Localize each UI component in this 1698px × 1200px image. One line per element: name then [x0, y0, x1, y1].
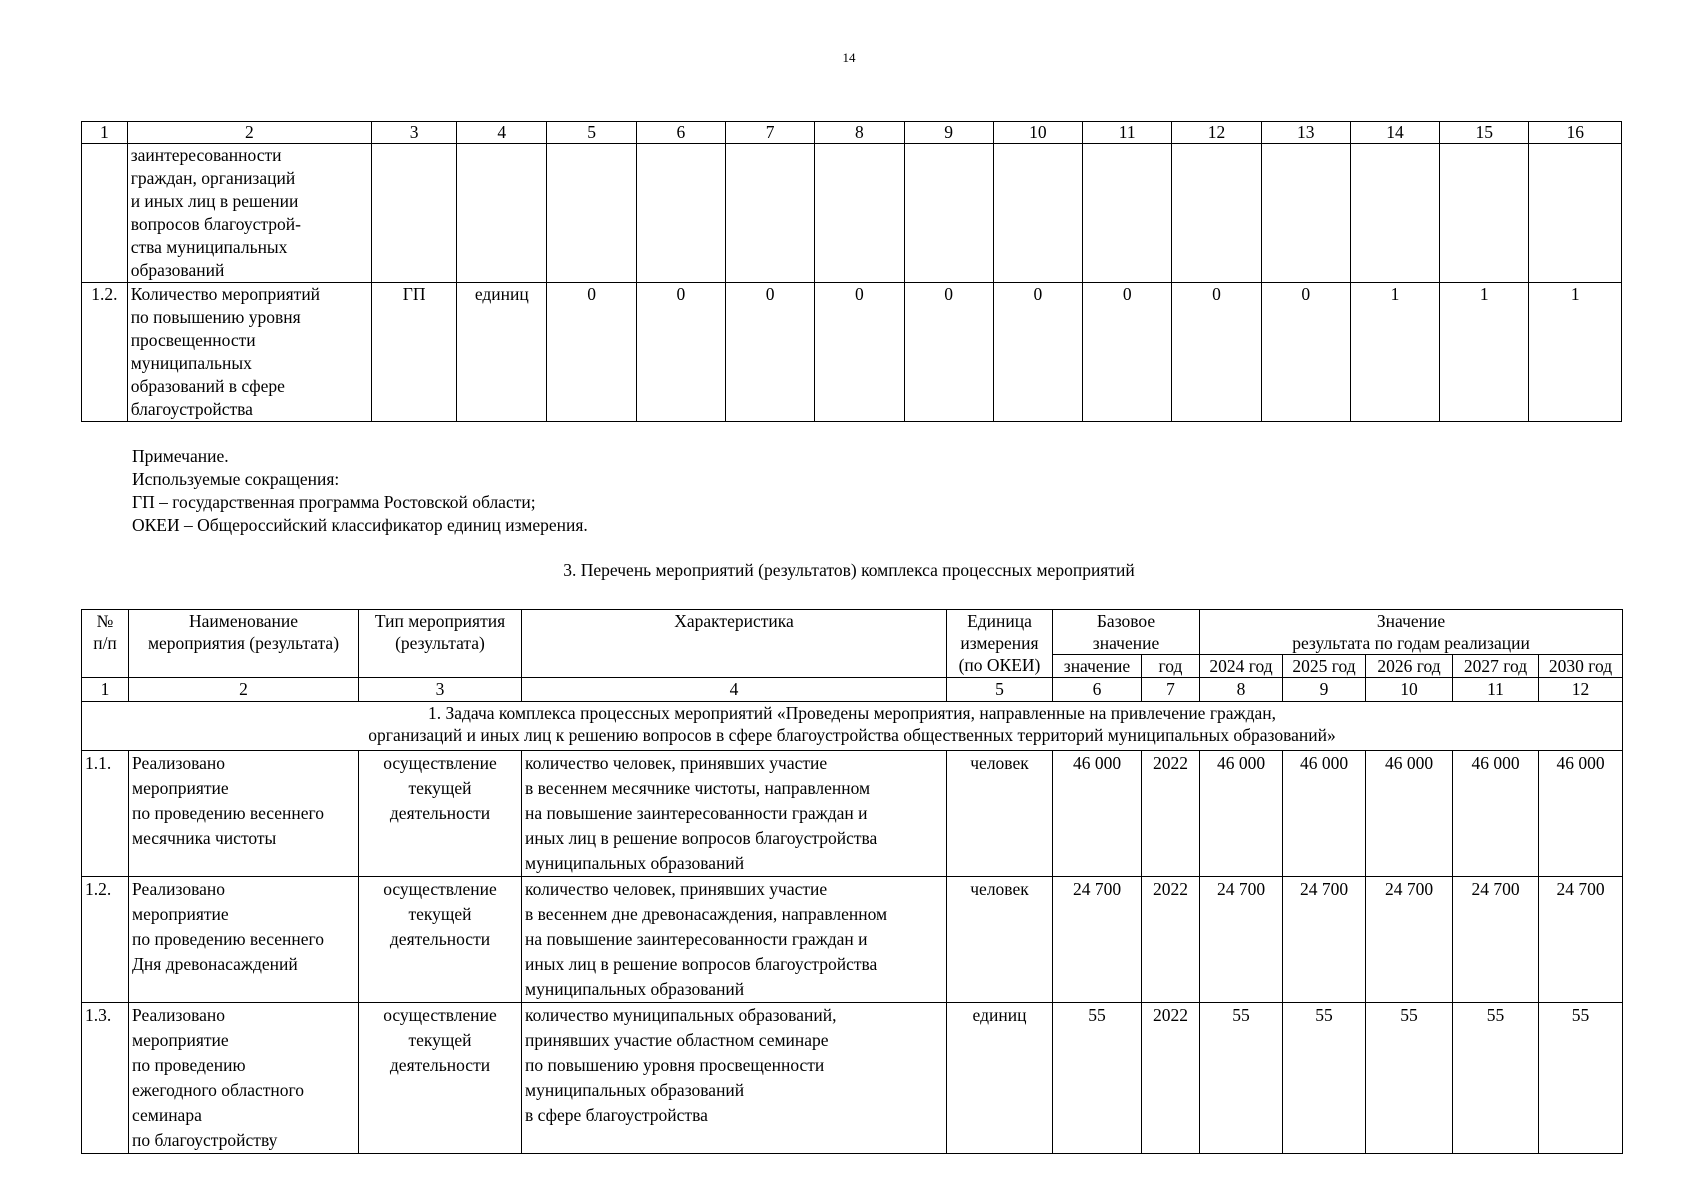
base-year: 2022	[1142, 751, 1200, 877]
unit-cell: человек	[947, 751, 1053, 877]
col-num: 1	[82, 122, 128, 144]
value-cell: 0	[993, 283, 1082, 422]
value-cell: 1	[1440, 283, 1529, 422]
indicators-table-continuation	[81, 121, 1622, 422]
value-cell: 24 700	[1200, 877, 1283, 1003]
value-cell: 55	[1283, 1003, 1366, 1154]
value-cell: 46 000	[1453, 751, 1539, 877]
value-cell: 24 700	[1453, 877, 1539, 1003]
value-cell: 0	[1261, 283, 1350, 422]
col-num: 9	[1283, 678, 1366, 702]
table-row	[82, 877, 1623, 1003]
header-year: 2030 год	[1539, 655, 1623, 678]
col-num: 10	[1366, 678, 1453, 702]
table-cell	[1083, 144, 1172, 283]
activity-type: осуществление текущей деятельности	[359, 751, 522, 877]
value-cell: 46 000	[1283, 751, 1366, 877]
value-cell: 0	[904, 283, 993, 422]
column-number-row	[82, 122, 1622, 144]
value-cell: 55	[1453, 1003, 1539, 1154]
header-base-year: год	[1142, 655, 1200, 678]
col-num: 16	[1529, 122, 1622, 144]
row-number: 1.3.	[82, 1003, 129, 1154]
table-cell	[726, 144, 815, 283]
note-line: Примечание.	[132, 446, 229, 466]
note-line: ГП – государственная программа Ростовской области;	[132, 492, 536, 512]
col-num: 9	[904, 122, 993, 144]
col-num: 6	[636, 122, 725, 144]
value-cell: 0	[1172, 283, 1261, 422]
indicator-name: Количество мероприятий по повышению уровня просвещенности муниципальных образований в сфере благоустройства	[127, 283, 371, 422]
table-cell	[1261, 144, 1350, 283]
row-number: 1.2.	[82, 283, 128, 422]
task-row	[82, 702, 1623, 751]
value-cell: 1	[1529, 283, 1622, 422]
col-num: 3	[359, 678, 522, 702]
activity-type: осуществление текущей деятельности	[359, 1003, 522, 1154]
characteristic: количество человек, принявших участие в весеннем месячнике чистоты, направленном на повышение заинтересованности граждан и иных лиц в решение вопросов благоустройства муниципальных образований	[522, 751, 947, 877]
table-row	[82, 751, 1623, 877]
col-num: 12	[1172, 122, 1261, 144]
col-num: 15	[1440, 122, 1529, 144]
header-year: 2026 год	[1366, 655, 1453, 678]
col-num: 12	[1539, 678, 1623, 702]
unit-cell: человек	[947, 877, 1053, 1003]
base-value: 24 700	[1053, 877, 1142, 1003]
value-cell: 0	[636, 283, 725, 422]
value-cell: 46 000	[1200, 751, 1283, 877]
col-num: 14	[1350, 122, 1439, 144]
value-cell: 0	[815, 283, 904, 422]
col-num: 13	[1261, 122, 1350, 144]
row-number: 1.1.	[82, 751, 129, 877]
indicator-name: заинтересованности граждан, организаций и иных лиц в решении вопросов благоустрой- ства муниципальных образований	[127, 144, 371, 283]
row-number	[82, 144, 128, 283]
header-year: 2027 год	[1453, 655, 1539, 678]
value-cell: 0	[1083, 283, 1172, 422]
col-num: 11	[1083, 122, 1172, 144]
header-year: 2025 год	[1283, 655, 1366, 678]
table-row	[82, 1003, 1623, 1154]
unit-cell: единиц	[947, 1003, 1053, 1154]
header-year: 2024 год	[1200, 655, 1283, 678]
characteristic: количество муниципальных образований, принявших участие областном семинаре по повышению уровня просвещенности муниципальных образований в сфере благоустройства	[522, 1003, 947, 1154]
col-num: 2	[129, 678, 359, 702]
value-cell: 55	[1539, 1003, 1623, 1154]
value-cell: 0	[547, 283, 636, 422]
activity-name: Реализовано мероприятие по проведению весеннего Дня древонасаждений	[129, 877, 359, 1003]
table-cell	[1172, 144, 1261, 283]
column-number-row	[82, 678, 1623, 702]
activity-name: Реализовано мероприятие по проведению весеннего месячника чистоты	[129, 751, 359, 877]
table-cell	[372, 144, 457, 283]
header-base-value: значение	[1053, 655, 1142, 678]
col-num: 5	[947, 678, 1053, 702]
value-cell: 46 000	[1366, 751, 1453, 877]
activity-type: осуществление текущей деятельности	[359, 877, 522, 1003]
col-num: 4	[522, 678, 947, 702]
row-number: 1.2.	[82, 877, 129, 1003]
value-cell: 24 700	[1539, 877, 1623, 1003]
base-year: 2022	[1142, 877, 1200, 1003]
level-cell: ГП	[372, 283, 457, 422]
col-num: 10	[993, 122, 1082, 144]
col-num: 5	[547, 122, 636, 144]
header-characteristic: Характеристика	[522, 610, 947, 678]
task-title: 1. Задача комплекса процессных мероприятий «Проведены мероприятия, направленные на привлечение граждан, организаций и иных лиц к решению вопросов в сфере благоустройства общественных территорий муниципальных образований»	[82, 702, 1623, 751]
header-base: Базовое значение	[1053, 610, 1200, 655]
header-row	[82, 610, 1623, 655]
note-block	[132, 445, 588, 537]
header-name: Наименование мероприятия (результата)	[129, 610, 359, 678]
characteristic: количество человек, принявших участие в весеннем дне древонасаждения, направленном на повышение заинтересованности граждан и иных лиц в решение вопросов благоустройства муниципальных образований	[522, 877, 947, 1003]
table-row	[82, 283, 1622, 422]
col-num: 3	[372, 122, 457, 144]
base-value: 55	[1053, 1003, 1142, 1154]
table-cell	[1529, 144, 1622, 283]
table-cell	[1350, 144, 1439, 283]
table-cell	[815, 144, 904, 283]
table-cell	[636, 144, 725, 283]
col-num: 1	[82, 678, 129, 702]
base-value: 46 000	[1053, 751, 1142, 877]
activity-name: Реализовано мероприятие по проведению ежегодного областного семинара по благоустройству	[129, 1003, 359, 1154]
value-cell: 24 700	[1283, 877, 1366, 1003]
table-cell	[547, 144, 636, 283]
value-cell: 0	[726, 283, 815, 422]
page-number: 14	[842, 50, 856, 65]
col-num: 7	[726, 122, 815, 144]
table-row	[82, 144, 1622, 283]
col-num: 6	[1053, 678, 1142, 702]
base-year: 2022	[1142, 1003, 1200, 1154]
activities-table	[81, 609, 1623, 1154]
table-cell	[904, 144, 993, 283]
header-no: № п/п	[82, 610, 129, 678]
table-cell	[1440, 144, 1529, 283]
header-result: Значение результата по годам реализации	[1200, 610, 1623, 655]
col-num: 2	[127, 122, 371, 144]
value-cell: 55	[1366, 1003, 1453, 1154]
value-cell: 55	[1200, 1003, 1283, 1154]
value-cell: 1	[1350, 283, 1439, 422]
col-num: 7	[1142, 678, 1200, 702]
header-type: Тип мероприятия (результата)	[359, 610, 522, 678]
section-title: 3. Перечень мероприятий (результатов) комплекса процессных мероприятий	[563, 560, 1135, 580]
table-cell	[993, 144, 1082, 283]
col-num: 4	[457, 122, 547, 144]
col-num: 11	[1453, 678, 1539, 702]
note-line: ОКЕИ – Общероссийский классификатор единиц измерения.	[132, 515, 588, 535]
table-cell	[457, 144, 547, 283]
unit-cell: единиц	[457, 283, 547, 422]
value-cell: 46 000	[1539, 751, 1623, 877]
note-line: Используемые сокращения:	[132, 469, 340, 489]
header-unit: Единица измерения (по ОКЕИ)	[947, 610, 1053, 678]
col-num: 8	[1200, 678, 1283, 702]
value-cell: 24 700	[1366, 877, 1453, 1003]
col-num: 8	[815, 122, 904, 144]
